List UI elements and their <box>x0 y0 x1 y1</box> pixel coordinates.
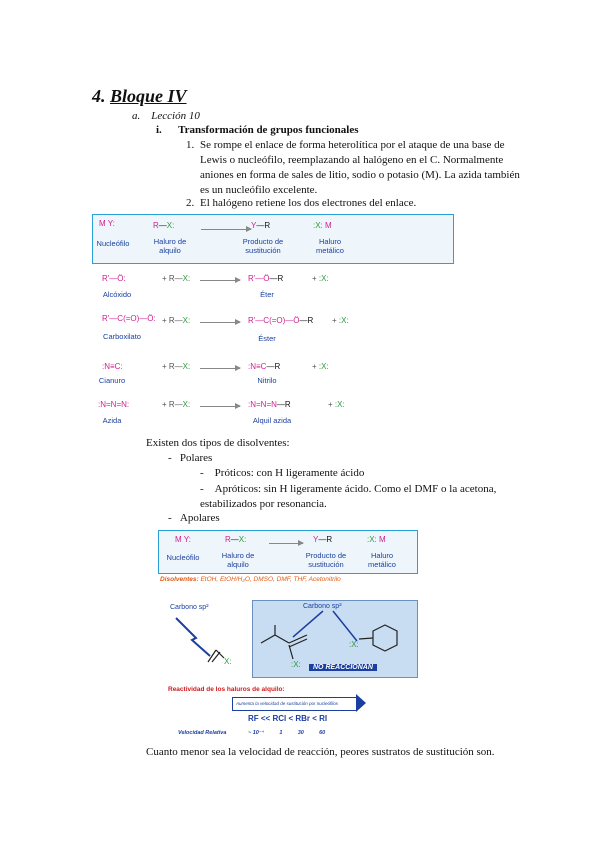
alkyl-azide-formula: :N=N=N—R <box>248 400 291 409</box>
solvents-label: Disolventes: <box>160 576 199 583</box>
ether-label: Éter <box>260 290 274 299</box>
nitrile-formula: :N≡C—R <box>248 362 281 371</box>
reactivity-arrow-text: Aumenta la velocidad de sustitución por nucleófilos <box>236 701 339 706</box>
aprotic-text: Apróticos: sin H ligeramente ácido. Como el DMF o la acetona, estabilizados por resonancia. <box>200 483 497 510</box>
cyanide-formula: :N≡C: <box>102 362 123 371</box>
point-text: El halógeno retiene los dos electrones del enlace. <box>200 197 417 209</box>
section-heading <box>92 86 187 107</box>
product-label: Producto de sustitución <box>305 551 347 569</box>
halide-ion: + :X: <box>332 316 349 325</box>
point-number: 1. <box>186 139 195 151</box>
halide-formula: + R—X: <box>162 274 191 283</box>
svg-text:X:: X: <box>224 657 232 666</box>
alkyl-halide-formula: R—X: <box>153 221 175 230</box>
alkyl-halide-label: Haluro de alquilo <box>221 551 255 569</box>
reaction-arrow <box>201 229 251 230</box>
polar-label: Polares <box>179 452 213 464</box>
nucleophile-label: Nucleófilo <box>96 239 130 248</box>
halide-series: RF << RCl < RBr < RI <box>248 714 328 723</box>
section-number: 4. <box>92 86 106 106</box>
reaction-arrow <box>200 406 240 407</box>
apolar-label: Apolares <box>179 512 220 524</box>
relative-rate-values: ~ 10⁻⁴ 1 30 60 <box>248 730 326 736</box>
point-2 <box>186 196 530 211</box>
product-label: Producto de sustitución <box>242 237 284 255</box>
apolar-item: - Apolares <box>168 512 220 524</box>
carboxylate-label: Carboxilato <box>103 332 141 341</box>
section-title: Bloque IV <box>110 86 187 106</box>
alkoxide-formula: R'—Ö: <box>102 274 126 283</box>
halide-formula: + R—X: <box>162 362 191 371</box>
alkyl-halide-formula: R—X: <box>225 535 247 544</box>
reactivity-arrowhead <box>356 694 366 712</box>
point-number: 2. <box>186 197 195 209</box>
nucleophile-formula: M Y: <box>175 535 191 544</box>
topic-line <box>156 124 359 136</box>
point-text: Se rompe el enlace de forma heterolítica por el ataque de una base de Lewis o nucleófilo, reemplazando al halógeno en el C. Normalmente aniones en forma de sales de litio, sodio o potasio (M). La azida también es un nucleófilo excelente. <box>200 139 520 196</box>
reaction-arrow <box>200 368 240 369</box>
reaction-examples <box>92 272 452 432</box>
product-formula: Y—R <box>251 221 271 230</box>
sp2-carbon-left-label: Carbono sp² <box>170 604 209 611</box>
general-reaction-box-2 <box>158 530 418 574</box>
halide-formula: + R—X: <box>162 400 191 409</box>
reaction-arrow <box>200 280 240 281</box>
halide-ion: + :X: <box>312 362 329 371</box>
nitrile-label: Nitrilo <box>257 376 277 385</box>
azide-formula: :N=N=N: <box>98 400 130 409</box>
polar-item: - Polares <box>168 452 213 464</box>
vinyl-halide-structure <box>168 612 238 674</box>
protic-item: - Próticos: con H ligeramente ácido <box>200 467 365 479</box>
general-reaction-box <box>92 214 454 264</box>
metal-halide-label: Haluro metálico <box>368 551 396 569</box>
point-1 <box>186 138 530 198</box>
cyanide-label: Cianuro <box>98 376 126 385</box>
reactivity-title: Reactividad de los haluros de alquilo: <box>168 686 285 693</box>
topic-title: Transformación de grupos funcionales <box>178 124 359 136</box>
metal-halide-formula: :X: M <box>367 535 386 544</box>
nucleophile-label: Nucleófilo <box>166 553 200 562</box>
nucleophile-formula: M Y: <box>99 219 115 228</box>
reactivity-arrow <box>232 697 356 711</box>
no-reaction-label: NO REACCIONAN <box>309 664 377 671</box>
solvents-line <box>160 576 341 583</box>
ether-formula: R'—Ö—R <box>248 274 284 283</box>
solvents-intro: Existen dos tipos de disolventes: <box>146 437 290 449</box>
halide-formula: + R—X: <box>162 316 191 325</box>
metal-halide-label: Haluro metálico <box>316 237 344 255</box>
aprotic-item: - Apróticos: sin H ligeramente ácido. Como el DMF o la acetona, estabilizados por resonancia. <box>200 483 497 510</box>
svg-text::X:: :X: <box>291 660 301 669</box>
protic-text: Próticos: con H ligeramente ácido <box>214 467 365 479</box>
alkyl-halide-label: Haluro de alquilo <box>153 237 187 255</box>
carboxylate-formula: R'—C(=O)—Ö: <box>102 314 156 323</box>
lesson-line <box>132 110 200 122</box>
topic-marker: i. <box>156 124 162 136</box>
ester-formula: R'—C(=O)—Ö—R <box>248 316 314 325</box>
reaction-arrow <box>200 322 240 323</box>
reaction-arrow <box>269 543 303 544</box>
solvents-list: EtOH, EtOH/H₂O, DMSO, DMF, THF, Acetonitrilo <box>200 576 341 583</box>
metal-halide-formula: :X: M <box>313 221 332 230</box>
alkoxide-label: Alcóxido <box>102 290 132 299</box>
relative-rate-label: Velocidad Relativa <box>178 730 227 736</box>
halide-ion: + :X: <box>312 274 329 283</box>
ester-label: Éster <box>258 334 276 343</box>
svg-text::X:: :X: <box>349 640 359 649</box>
conclusion-text: Cuanto menor sea la velocidad de reacción, peores sustratos de sustitución son. <box>146 746 495 758</box>
sp2-carbon-right-label: Carbono sp² <box>303 603 342 610</box>
lesson-title: Lección 10 <box>151 110 200 122</box>
alkyl-azide-label: Alquil azida <box>252 416 292 425</box>
halide-ion: + :X: <box>328 400 345 409</box>
lesson-marker: a. <box>132 110 141 122</box>
product-formula: Y—R <box>313 535 333 544</box>
azide-label: Azida <box>102 416 122 425</box>
no-reaction-box <box>252 600 418 678</box>
